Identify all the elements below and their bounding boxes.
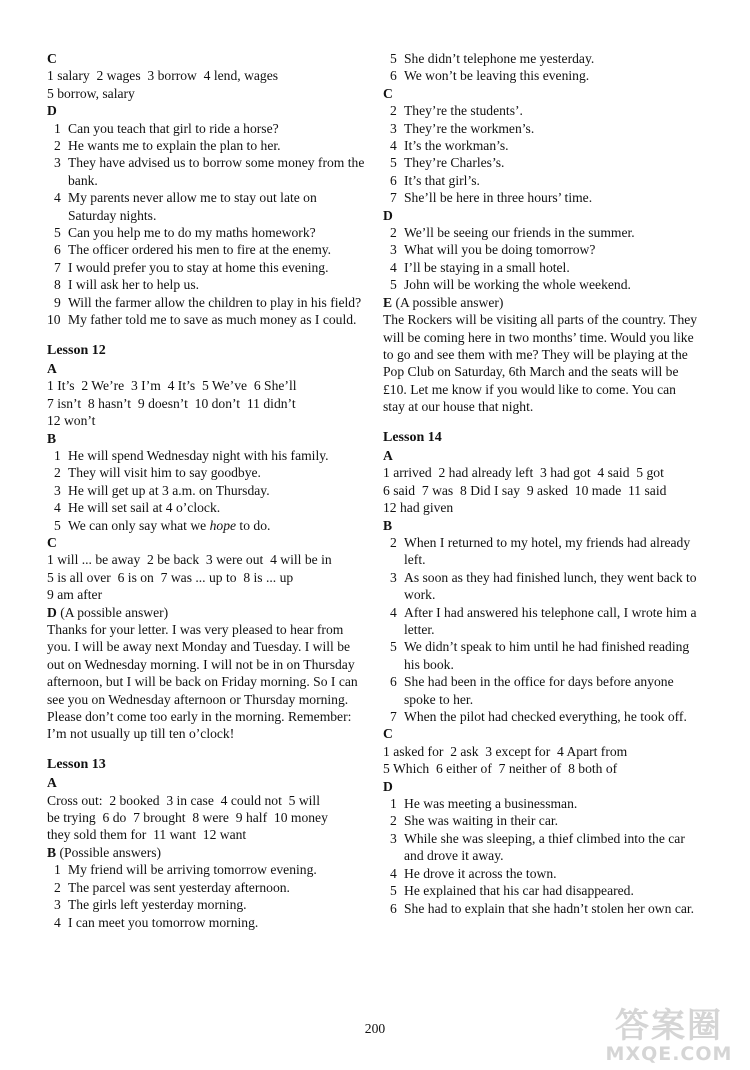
list-item [383, 259, 701, 276]
list-item [383, 137, 701, 154]
section-heading: B (Possible answers) [47, 844, 162, 860]
list-item [383, 102, 701, 119]
item-number: 9 [54, 294, 61, 310]
item-number: 5 [390, 155, 397, 171]
answer-list [47, 447, 365, 517]
item-text: He explained that his car had disappeared. [404, 883, 634, 899]
item-number: 3 [390, 569, 397, 585]
item-text: After I had answered his telephone call, I wrote him a letter. [404, 604, 697, 637]
lesson-title: Lesson 12 [47, 342, 106, 358]
list-item [47, 154, 365, 189]
item-text: He drove it across the town. [404, 865, 557, 881]
answer-line: 6 said 7 was 8 Did I say 9 asked 10 made 11 said [383, 482, 667, 498]
item-number: 6 [390, 674, 397, 690]
item-number: 7 [54, 259, 61, 275]
item-number: 1 [54, 120, 61, 136]
section-note: (A possible answer) [395, 294, 504, 310]
list-item [383, 276, 701, 293]
list-item [383, 882, 701, 899]
item-number: 2 [390, 225, 397, 241]
list-item [383, 50, 701, 67]
item-text: He will get up at 3 a.m. on Thursday. [68, 482, 270, 498]
item-text: I can meet you tomorrow morning. [68, 914, 259, 930]
list-item [383, 172, 701, 189]
item-text: As soon as they had finished lunch, they went back to work. [404, 569, 697, 603]
item-number: 3 [54, 155, 61, 171]
list-item [47, 276, 365, 293]
item-number: 5 [54, 517, 61, 533]
item-number: 8 [54, 277, 61, 293]
item-text: I would prefer you to stay at home this evening. [68, 259, 329, 275]
answer-list [383, 50, 701, 85]
list-item [47, 499, 365, 516]
item-text: The girls left yesterday morning. [68, 897, 247, 913]
list-item [47, 879, 365, 896]
item-text: She didn’t telephone me yesterday. [404, 51, 595, 66]
answer-list [383, 795, 701, 917]
item-number: 2 [390, 813, 397, 829]
list-item [47, 311, 365, 328]
answer-lines [47, 792, 365, 844]
list-item [383, 708, 701, 725]
answer-list [383, 224, 701, 294]
answer-line: be trying 6 do 7 brought 8 were 9 half 10 money [47, 810, 328, 826]
right-column [383, 50, 701, 917]
item-number: 4 [390, 604, 397, 620]
item-number: 2 [390, 534, 397, 550]
item-number: 3 [390, 120, 397, 136]
item-number: 1 [54, 862, 61, 878]
list-item [47, 447, 365, 464]
section-heading: B [47, 430, 57, 446]
list-item [383, 812, 701, 829]
answer-paragraph: Thanks for your letter. I was very pleased to hear from you. I will be away next Monday and Tuesday. I will be out on Wednesday morning. I will not be in on Thursday afternoon, but I will be back on Friday morning. So I can see you on Wednesday afternoon or Thursday morning. Please don’t come too early in the morning. Remember: I’m not usually up till ten o’clock! [47, 622, 358, 742]
lesson-title: Lesson 13 [47, 756, 106, 772]
item-number: 3 [54, 897, 61, 913]
item-number: 4 [390, 865, 397, 881]
item-text: She had to explain that she hadn’t stolen her own car. [404, 900, 695, 916]
item-number: 6 [390, 900, 397, 916]
item-number: 4 [390, 138, 397, 154]
item-text: They will visit him to say goodbye. [68, 465, 261, 481]
item-text: When the pilot had checked everything, he took off. [404, 709, 687, 725]
list-item [383, 900, 701, 917]
answer-lines [47, 67, 365, 102]
item-number: 7 [390, 190, 397, 206]
list-item [383, 569, 701, 604]
item-number: 7 [390, 709, 397, 725]
list-item [383, 673, 701, 708]
list-item [47, 294, 365, 311]
left-column [47, 50, 365, 931]
item-number: 6 [390, 68, 397, 84]
section-note: (A possible answer) [60, 604, 169, 620]
item-number: 5 [390, 883, 397, 899]
item-number: 5 [390, 51, 397, 66]
answer-line: they sold them for 11 want 12 want [47, 827, 247, 843]
answer-line: 5 borrow, salary [47, 85, 135, 101]
item-number: 4 [54, 190, 61, 206]
section-heading: C [383, 85, 393, 101]
section-heading: C [47, 534, 57, 550]
lesson-title: Lesson 14 [383, 429, 442, 445]
item-text: They’re the workmen’s. [404, 120, 535, 136]
answer-line: 1 salary 2 wages 3 borrow 4 lend, wages [47, 68, 279, 84]
list-item [383, 189, 701, 206]
list-item [47, 137, 365, 154]
list-item [47, 120, 365, 137]
item-text: We can only say what we [68, 517, 210, 533]
item-text: It’s the workman’s. [404, 138, 509, 154]
list-item [383, 67, 701, 84]
list-item [47, 896, 365, 913]
list-item [47, 259, 365, 276]
section-heading: E (A possible answer) [383, 294, 504, 310]
section-heading: A [47, 360, 57, 376]
list-item [383, 241, 701, 258]
list-item [47, 241, 365, 258]
item-text: He was meeting a businessman. [404, 796, 578, 812]
section-heading: D (A possible answer) [47, 604, 169, 620]
answer-line: Cross out: 2 booked 3 in case 4 could not 5 will [47, 792, 320, 808]
answer-line: 7 isn’t 8 hasn’t 9 doesn’t 10 don’t 11 didn’t [47, 395, 296, 411]
list-item [47, 914, 365, 931]
item-text: They have advised us to borrow some money from the bank. [68, 155, 365, 188]
item-number: 1 [390, 796, 397, 812]
item-number: 2 [390, 103, 397, 119]
item-text: He will spend Wednesday night with his family. [68, 447, 329, 463]
item-text: Can you help me to do my maths homework? [68, 225, 316, 241]
watermark-url: MXQE.COM [605, 1043, 733, 1065]
answer-line: 5 is all over 6 is on 7 was ... up to 8 is ... up [47, 569, 294, 585]
italic-word: hope [209, 517, 237, 533]
item-text: Will the farmer allow the children to play in his field? [68, 294, 362, 310]
item-number: 2 [54, 465, 61, 481]
item-text: I’ll be staying in a small hotel. [404, 259, 570, 275]
item-text: My father told me to save as much money as I could. [68, 312, 357, 328]
item-number: 1 [54, 447, 61, 463]
item-number: 10 [47, 312, 61, 328]
answer-lines [383, 743, 701, 778]
list-item [47, 517, 365, 534]
list-item [383, 604, 701, 639]
list-item [47, 861, 365, 878]
item-number: 5 [390, 639, 397, 655]
section-heading: C [47, 51, 57, 66]
list-item [383, 865, 701, 882]
answer-list [383, 534, 701, 725]
list-item [47, 464, 365, 481]
item-text: to do. [236, 517, 271, 533]
item-number: 6 [390, 172, 397, 188]
item-text: They’re Charles’s. [404, 155, 505, 171]
item-number: 4 [54, 500, 61, 516]
item-text: The parcel was sent yesterday afternoon. [68, 879, 290, 895]
item-text: We won’t be leaving this evening. [404, 68, 590, 84]
item-text: It’s that girl’s. [404, 172, 480, 188]
item-text: Can you teach that girl to ride a horse? [68, 120, 279, 136]
item-number: 4 [390, 259, 397, 275]
answer-line: 1 will ... be away 2 be back 3 were out 4 will be in [47, 552, 332, 568]
answer-line: 1 It’s 2 We’re 3 I’m 4 It’s 5 We’ve 6 She’ll [47, 378, 297, 394]
item-number: 3 [390, 242, 397, 258]
list-item [47, 224, 365, 241]
item-text: He will set sail at 4 o’clock. [68, 500, 221, 516]
watermark-logo [594, 1008, 744, 1066]
answer-line: 5 Which 6 either of 7 neither of 8 both of [383, 761, 618, 777]
section-heading: D [383, 778, 393, 794]
item-text: My parents never allow me to stay out late on Saturday nights. [68, 190, 317, 223]
item-number: 5 [54, 225, 61, 241]
list-item [383, 830, 701, 865]
answer-line: 1 asked for 2 ask 3 except for 4 Apart from [383, 743, 628, 759]
section-heading: C [383, 726, 393, 742]
answer-lines [47, 551, 365, 603]
list-item [47, 189, 365, 224]
item-text: While she was sleeping, a thief climbed into the car and drove it away. [404, 830, 685, 864]
section-heading: A [383, 447, 393, 463]
item-number: 6 [54, 242, 61, 258]
answer-line: 12 won’t [47, 413, 96, 429]
item-text: He wants me to explain the plan to her. [68, 138, 281, 154]
section-heading: D [383, 207, 393, 223]
answer-list [47, 861, 365, 931]
answer-line: 9 am after [47, 587, 103, 603]
item-text: When I returned to my hotel, my friends had already left. [404, 534, 691, 568]
section-note: (Possible answers) [59, 844, 162, 860]
answer-lines [47, 377, 365, 429]
item-text: John will be working the whole weekend. [404, 277, 631, 293]
item-text: We’ll be seeing our friends in the summer. [404, 225, 635, 241]
item-text: We didn’t speak to him until he had finished reading his book. [404, 639, 690, 672]
item-number: 2 [54, 879, 61, 895]
item-text: What will you be doing tomorrow? [404, 242, 596, 258]
section-heading: D [47, 103, 57, 119]
item-number: 3 [54, 482, 61, 498]
answer-line: 12 had given [383, 500, 454, 516]
item-number: 4 [54, 914, 61, 930]
list-item [47, 482, 365, 499]
list-item [383, 795, 701, 812]
item-text: The officer ordered his men to fire at the enemy. [68, 242, 332, 258]
list-item [383, 120, 701, 137]
item-number: 3 [390, 830, 397, 846]
list-item [383, 154, 701, 171]
answer-lines [383, 464, 701, 516]
item-text: I will ask her to help us. [68, 277, 200, 293]
item-text: She’ll be here in three hours’ time. [404, 190, 593, 206]
answer-line: 1 arrived 2 had already left 3 had got 4 said 5 got [383, 465, 664, 481]
item-text: She had been in the office for days before anyone spoke to her. [404, 674, 674, 707]
answer-paragraph: The Rockers will be visiting all parts of the country. They will be coming here in two months’ time. Would you like to go and see them with me? They will be playing at the Pop Club on Saturday, 6th March and the seats will be £10. Let me know if you would like to come. You can stay at our house that night. [383, 312, 698, 415]
item-text: My friend will be arriving tomorrow evening. [68, 862, 317, 878]
answer-list [47, 120, 365, 329]
watermark-text: 答案圈 [615, 1006, 723, 1046]
page-number: 200 [364, 1021, 386, 1036]
section-heading: B [383, 517, 393, 533]
section-heading: A [47, 775, 57, 791]
item-text: They’re the students’. [404, 103, 523, 119]
answer-list [383, 102, 701, 206]
item-number: 5 [390, 277, 397, 293]
item-text: She was waiting in their car. [404, 813, 559, 829]
list-item [383, 534, 701, 569]
item-number: 2 [54, 138, 61, 154]
list-item [383, 638, 701, 673]
list-item [383, 224, 701, 241]
